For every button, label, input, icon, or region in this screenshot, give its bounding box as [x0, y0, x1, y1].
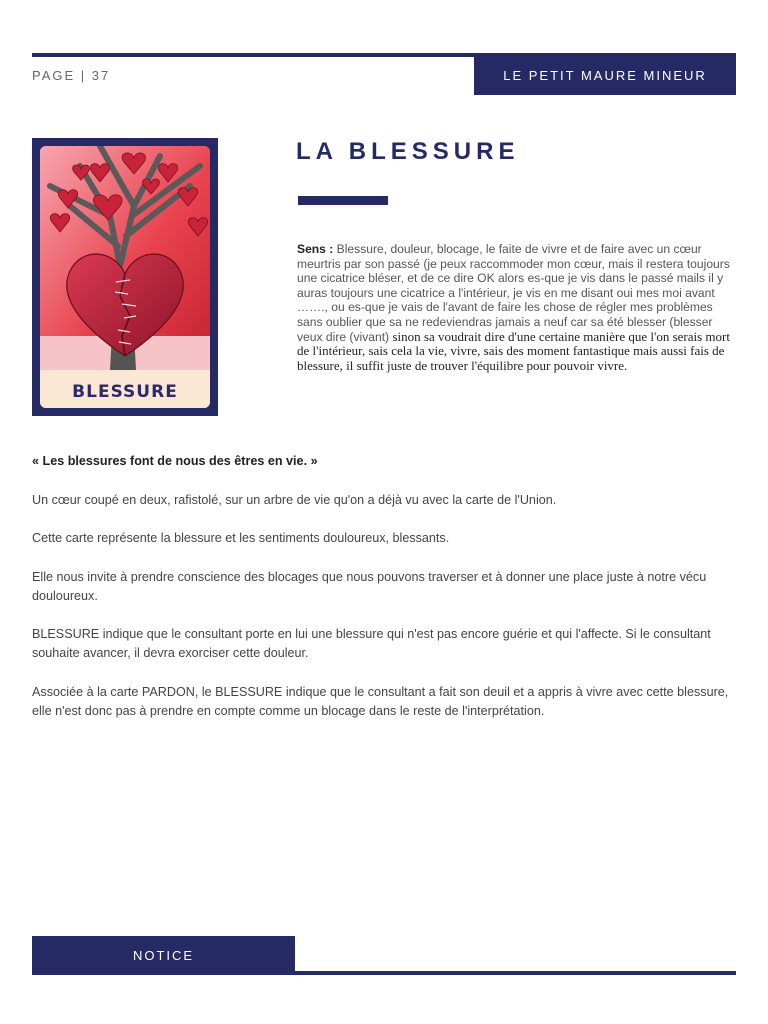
card-image [32, 138, 218, 416]
book-title-banner: LE PETIT MAURE MINEUR [474, 57, 736, 95]
card-illustration [40, 146, 210, 408]
page-number: PAGE | 37 [32, 68, 111, 83]
sens-text-continued: sinon sa voudrait dire d'une certaine manière que l'on serais mort de l'intérieur, sais cela la vie, vivre, sais des moment fantastique mais aussi fais de blessure, il suffit juste de trouver l'équilibre pour pouvoir vivre. [297, 328, 730, 373]
footer-rule [295, 971, 736, 975]
quote: « Les blessures font de nous des êtres en vie. » [32, 454, 318, 468]
body-paragraph: Associée à la carte PARDON, le BLESSURE indique que le consultant a fait son deuil et a appris à vivre avec cette blessure, elle n'est donc pas à prendre en compte comme un blocage dans le reste de l'interprétation. [32, 684, 729, 718]
sens-text: Blessure, douleur, blocage, le faite de vivre et de faire avec un cœur meurtris par son passé (je peux raccommoder mon cœur, mais il restera toujours une cicatrice bléser, et de ce dire OK alors es-que je vis dans le passé mails il y auras toujours une cicatrice a l'intérieur, je vis en me disant oui mes moi avant ……., ou es-que je vais de l'avant de faire les chose de régler mes problèmes sans oublier que sa ne redeviendras jamais a neuf car sa été blesser (blesser veux dire (vivant) [297, 242, 730, 344]
wounded-heart-tree-illustration [40, 146, 210, 408]
article-body [32, 452, 736, 740]
body-paragraph: Elle nous invite à prendre conscience des blocages que nous pouvons traverser et à donner une place juste à notre vécu douloureux. [32, 569, 707, 603]
card-label: BLESSURE [72, 382, 178, 402]
sens-label: Sens : [297, 242, 334, 256]
body-paragraph: Un cœur coupé en deux, rafistolé, sur un arbre de vie qu'on a déjà vu avec la carte de l'Union. [32, 492, 557, 507]
body-paragraph: Cette carte représente la blessure et les sentiments douloureux, blessants. [32, 531, 450, 545]
sens-paragraph [297, 242, 739, 373]
title-underline [298, 196, 388, 205]
notice-banner: NOTICE [32, 936, 295, 975]
article-title: LA BLESSURE [296, 138, 520, 165]
body-paragraph: BLESSURE indique que le consultant porte en lui une blessure qui n'est pas encore guérie et qui l'affecte. Si le consultant souhaite avancer, il devra exorciser cette douleur. [32, 627, 711, 660]
